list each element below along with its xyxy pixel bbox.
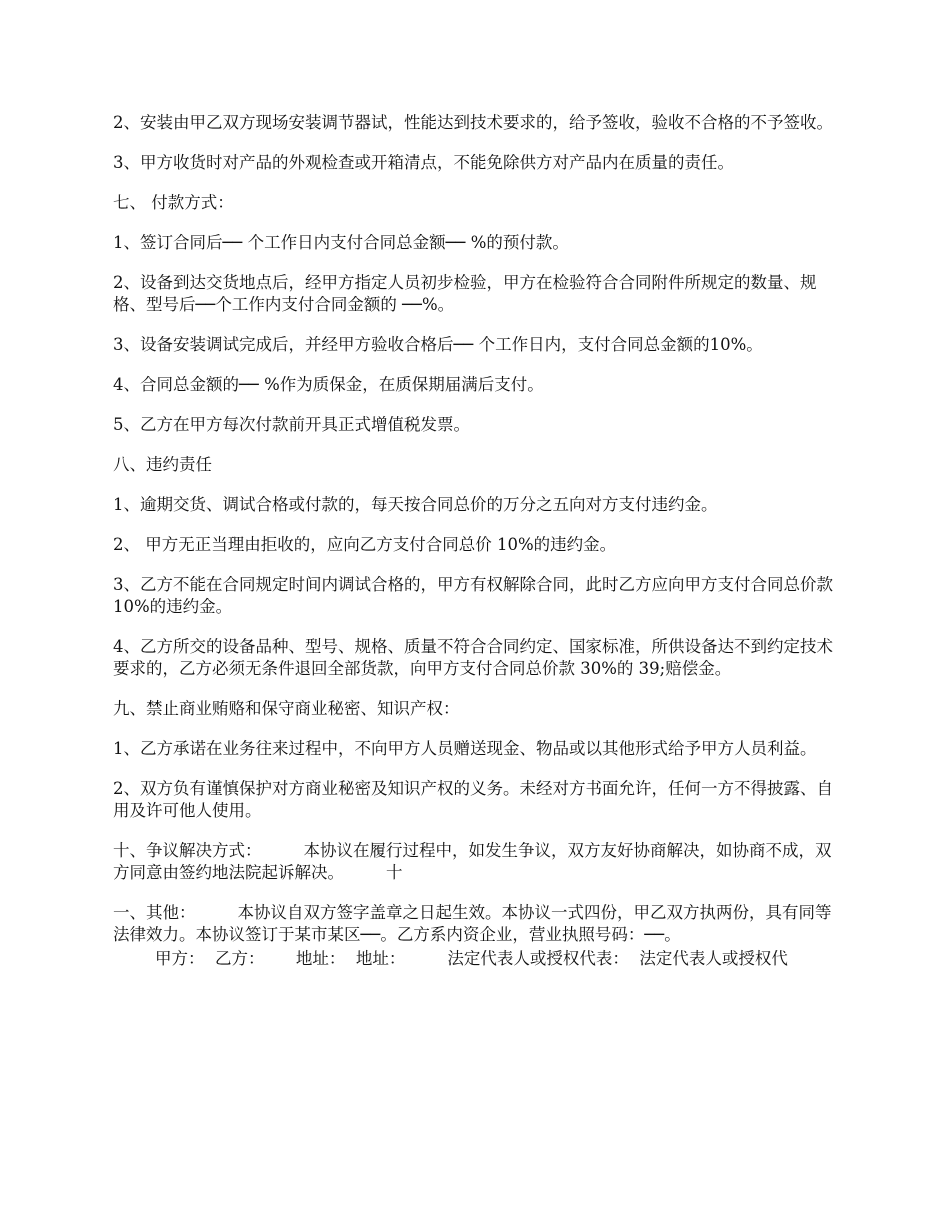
paragraph-confidentiality-2: 2、双方负有谨慎保护对方商业秘密及知识产权的义务。未经对方书面允许，任何一方不得披露、自用及许可他人使用。: [113, 779, 833, 820]
paragraph-liability-2: 2、 甲方无正当理由拒收的，应向乙方支付合同总价 10%的违约金。: [113, 535, 617, 554]
section-heading-liability: 八、违约责任: [113, 455, 212, 474]
paragraph-payment-3: 3、设备安装调试完成后，并经甲方验收合格后── 个工作日内，支付合同总金额的10%。: [113, 335, 763, 354]
paragraph-liability-4: 4、乙方所交的设备品种、型号、规格、质量不符合合同约定、国家标准，所供设备达不到约定技术要求的，乙方必须无条件退回全部货款，向甲方支付合同总价款 30%的 39;赔偿金。: [113, 637, 833, 678]
paragraph-payment-4: 4、合同总金额的── %作为质保金，在质保期届满后支付。: [113, 375, 544, 394]
paragraph-confidentiality-1: 1、乙方承诺在业务往来过程中，不向甲方人员赠送现金、物品或以其他形式给予甲方人员利益。: [113, 739, 817, 758]
paragraph-acceptance-2: 2、安装由甲乙双方现场安装调节器试，性能达到技术要求的，给予签收，验收不合格的不予签收。: [113, 113, 833, 132]
paragraph-payment-5: 5、乙方在甲方每次付款前开具正式增值税发票。: [113, 415, 470, 434]
section-heading-payment: 七、 付款方式：: [113, 193, 234, 212]
paragraph-liability-3: 3、乙方不能在合同规定时间内调试合格的，甲方有权解除合同，此时乙方应向甲方支付合同总价款 10%的违约金。: [113, 575, 839, 616]
paragraph-payment-2: 2、设备到达交货地点后，经甲方指定人员初步检验，甲方在检验符合合同附件所规定的数量、规格、型号后──个工作内支付合同金额的 ──%。: [113, 273, 817, 314]
paragraph-other-terms: 一、其他： 本协议自双方签字盖章之日起生效。本协议一式四份，甲乙双方执两份，具有同等法律效力。本协议签订于某市某区──。乙方系内资企业，营业执照号码：──。: [113, 903, 832, 944]
paragraph-dispute-resolution: 十、争议解决方式： 本协议在履行过程中，如发生争议，双方友好协商解决，如协商不成，双方同意由签约地法院起诉解决。 十: [113, 841, 832, 882]
paragraph-payment-1: 1、签订合同后── 个工作日内支付合同总金额── %的预付款。: [113, 233, 569, 252]
document-body: [113, 112, 843, 988]
signature-block: 甲方： 乙方： 地址： 地址： 法定代表人或授权代表： 法定代表人或授权代: [113, 949, 788, 968]
paragraph-liability-1: 1、逾期交货、调试合格或付款的，每天按合同总价的万分之五向对方支付违约金。: [113, 495, 718, 514]
section-heading-confidentiality: 九、禁止商业贿赂和保守商业秘密、知识产权：: [113, 699, 460, 718]
paragraph-acceptance-3: 3、甲方收货时对产品的外观检查或开箱清点，不能免除供方对产品内在质量的责任。: [113, 153, 734, 172]
